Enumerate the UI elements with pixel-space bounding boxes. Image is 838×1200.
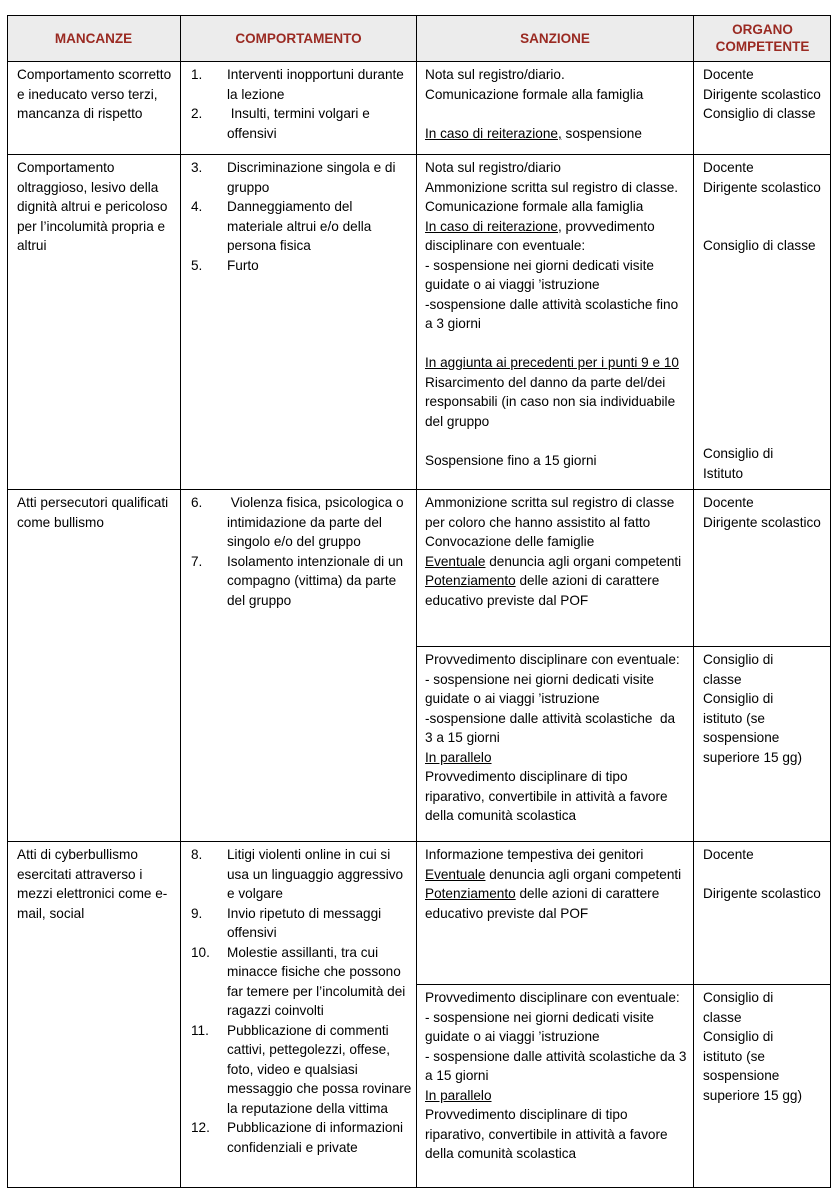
- row3-mancanza: Atti persecutori qualificati come bullismo: [17, 495, 172, 530]
- row2-mancanza: Comportamento oltraggioso, lesivo della dignità altrui e pericoloso per l’incolumità propria e altrui: [17, 160, 172, 253]
- list-item-number: 4.: [191, 199, 203, 214]
- sanction-text: Nota sul registro/diario. Comunicazione formale alla famiglia: [425, 67, 644, 102]
- blank-line: [425, 431, 689, 451]
- sanction-paragraph: [425, 845, 689, 865]
- list-item: [191, 197, 411, 256]
- sanction-text: Risarcimento del danno da parte del/dei responsabili (in caso non sia individuabile del gruppo: [425, 355, 683, 429]
- sanction-text: Informazione tempestiva dei genitori: [425, 847, 644, 862]
- sanction-paragraph: [425, 748, 689, 768]
- sanction-paragraph: [425, 493, 689, 552]
- list-item-text: Violenza fisica, psicologica o intimidazione da parte del singolo e/o del gruppo: [227, 495, 408, 549]
- sanction-paragraph: [425, 650, 689, 748]
- row4-mancanza: Atti di cyberbullismo esercitati attraverso i mezzi elettronici come e-mail, social: [17, 847, 168, 921]
- sanction-paragraph: [425, 1105, 689, 1164]
- list-item-number: 8.: [191, 847, 203, 862]
- sanction-paragraph: [425, 552, 689, 572]
- row4-comportamenti: [191, 845, 416, 1157]
- row2-organo-mid: Consiglio di classe: [703, 238, 816, 253]
- list-item: [191, 256, 411, 276]
- list-item-number: 2.: [191, 106, 203, 121]
- header-mancanze: MANCANZE: [54, 30, 133, 46]
- row1-sanzione: [425, 65, 689, 143]
- sanction-text: Provvedimento disciplinare di tipo riparativo, convertibile in attività a favore della comunità scolastica: [425, 1107, 672, 1161]
- sanction-paragraph: [425, 865, 689, 885]
- header-organo-competente: ORGANO COMPETENTE: [715, 22, 810, 54]
- sanction-paragraph: [425, 158, 689, 217]
- sanction-paragraph: [425, 353, 689, 431]
- list-item-text: Isolamento intenzionale di un compagno (vittima) da parte del gruppo: [227, 553, 407, 608]
- sanction-paragraph: [425, 124, 689, 144]
- list-item-number: 9.: [191, 905, 203, 921]
- underlined-lead: In parallelo: [425, 1087, 492, 1103]
- row3-organo-a: Docente Dirigente scolastico: [703, 495, 821, 530]
- sanction-text: sospensione: [561, 125, 642, 141]
- sanction-text: Ammonizione scritta sul registro di classe per coloro che hanno assistito al fatto Convocazione delle famiglie: [425, 495, 675, 549]
- row3-organo-b: Consiglio di classe Consiglio di istituto (se sospensione superiore 15 gg): [703, 652, 802, 765]
- row4-organo-b: Consiglio di classe Consiglio di istituto (se sospensione superiore 15 gg): [703, 990, 802, 1103]
- sanction-paragraph: [425, 767, 689, 826]
- underlined-lead: Potenziamento: [425, 573, 516, 588]
- row2-organo-top: Docente Dirigente scolastico: [703, 160, 821, 195]
- list-item: [191, 1118, 413, 1157]
- underlined-lead: In caso di reiterazione,: [425, 125, 562, 141]
- sanction-paragraph: [425, 1086, 689, 1106]
- list-item-number: 6.: [191, 495, 203, 510]
- sanction-paragraph: [425, 65, 689, 104]
- sanction-text: Nota sul registro/diario Ammonizione scritta sul registro di classe. Comunicazione formale alla famiglia: [425, 160, 679, 214]
- list-item-number: 7.: [191, 553, 203, 569]
- row1-mancanza: Comportamento scorretto e ineducato verso terzi, mancanza di rispetto: [17, 67, 175, 121]
- sanctions-table: [7, 15, 831, 1188]
- underlined-lead: Potenziamento: [425, 886, 516, 901]
- list-item-text: Danneggiamento del materiale altrui e/o della persona fisica: [227, 199, 376, 253]
- sanction-paragraph: [425, 571, 689, 610]
- row4-sanzione-b: [425, 988, 689, 1164]
- list-item: [191, 845, 413, 904]
- list-item-text: Insulti, termini volgari e offensivi: [227, 106, 374, 141]
- sanction-text: , provvedimento disciplinare con eventuale: - sospensione nei giorni dedicati visite guidate o ai viaggi ’istruzione -sospensione dalle attività scolastiche fino a 3 giorni: [425, 218, 679, 331]
- sanction-paragraph: [425, 988, 689, 1086]
- list-item-text: Litigi violenti online in cui si usa un linguaggio aggressivo e volgare: [227, 847, 407, 901]
- blank-line: [425, 334, 689, 354]
- row3-sanzione-a: [425, 493, 689, 610]
- sanction-text: delle azioni di carattere educativo previste dal POF: [425, 886, 664, 921]
- list-item-number: 12.: [191, 1120, 210, 1135]
- list-item-text: Molestie assillanti, tra cui minacce fisiche che possono far temere per l’incolumità dei ragazzi coinvolti: [227, 944, 410, 1018]
- list-item-text: Discriminazione singola e di gruppo: [227, 160, 400, 195]
- list-item-text: Interventi inopportuni durante la lezione: [227, 67, 408, 102]
- header-sanzione: SANZIONE: [520, 30, 590, 46]
- row2-comportamenti: [191, 158, 411, 275]
- row3-comportamenti: [191, 493, 411, 610]
- row4-sanzione-a: [425, 845, 689, 923]
- row2-sanzione: [425, 158, 689, 470]
- sanction-paragraph: [425, 217, 689, 334]
- sanction-text: Provvedimento disciplinare con eventuale: - sospensione nei giorni dedicati visite guidate o ai viaggi ’istruzione - sospensione dalle attività scolastiche da 3 a 15 giorni: [425, 990, 687, 1083]
- sanction-text: Sospensione fino a 15 giorni: [425, 452, 597, 468]
- list-item: [191, 943, 413, 1021]
- list-item-number: 3.: [191, 160, 203, 175]
- header-comportamento: COMPORTAMENTO: [235, 30, 362, 46]
- row1-organo: Docente Dirigente scolastico Consiglio di classe: [703, 67, 821, 121]
- list-item-number: 11.: [191, 1022, 209, 1038]
- list-item: [191, 65, 411, 104]
- list-item-text: Pubblicazione di commenti cattivi, pettegolezzi, offese, foto, video e qualsiasi messaggio che possa rovinare la reputazione della vittima: [227, 1022, 416, 1116]
- underlined-lead: In parallelo: [425, 749, 492, 765]
- list-item-text: Invio ripetuto di messaggi offensivi: [227, 905, 385, 940]
- list-item-number: 1.: [191, 67, 203, 82]
- sanction-text: Provvedimento disciplinare con eventuale: - sospensione nei giorni dedicati visite guidate o ai viaggi ’istruzione -sospensione dalle attività scolastiche da 3 a 15 giorni: [425, 652, 680, 745]
- row1-comportamenti: [191, 65, 411, 143]
- underlined-lead: Eventuale: [425, 866, 486, 882]
- row4-organo-a1: Docente: [703, 847, 754, 862]
- row2-organo-bottom: Consiglio di Istituto: [703, 446, 778, 481]
- underlined-lead: In aggiunta ai precedenti per i punti 9 e 10: [425, 355, 679, 370]
- sanction-text: Provvedimento disciplinare di tipo riparativo, convertibile in attività a favore della comunità scolastica: [425, 769, 672, 823]
- list-item: [191, 493, 411, 552]
- sanction-paragraph: [425, 451, 689, 471]
- list-item-text: Furto: [227, 257, 259, 273]
- list-item-text: Pubblicazione di informazioni confidenziali e private: [227, 1120, 407, 1155]
- sanction-text: delle azioni di carattere educativo previste dal POF: [425, 573, 664, 608]
- sanction-text: denuncia agli organi competenti: [485, 866, 682, 882]
- sanction-paragraph: [425, 884, 689, 923]
- blank-line: [425, 104, 689, 124]
- list-item: [191, 1021, 416, 1119]
- list-item: [191, 552, 411, 611]
- sanction-text: denuncia agli organi competenti: [485, 553, 682, 569]
- underlined-lead: In caso di reiterazione: [425, 218, 558, 234]
- list-item: [191, 104, 411, 143]
- underlined-lead: Eventuale: [425, 553, 486, 569]
- list-item-number: 5.: [191, 257, 203, 273]
- list-item-number: 10.: [191, 944, 210, 960]
- list-item: [191, 158, 411, 197]
- row4-organo-a2: Dirigente scolastico: [703, 886, 821, 901]
- list-item: [191, 904, 413, 943]
- row3-sanzione-b: [425, 650, 689, 826]
